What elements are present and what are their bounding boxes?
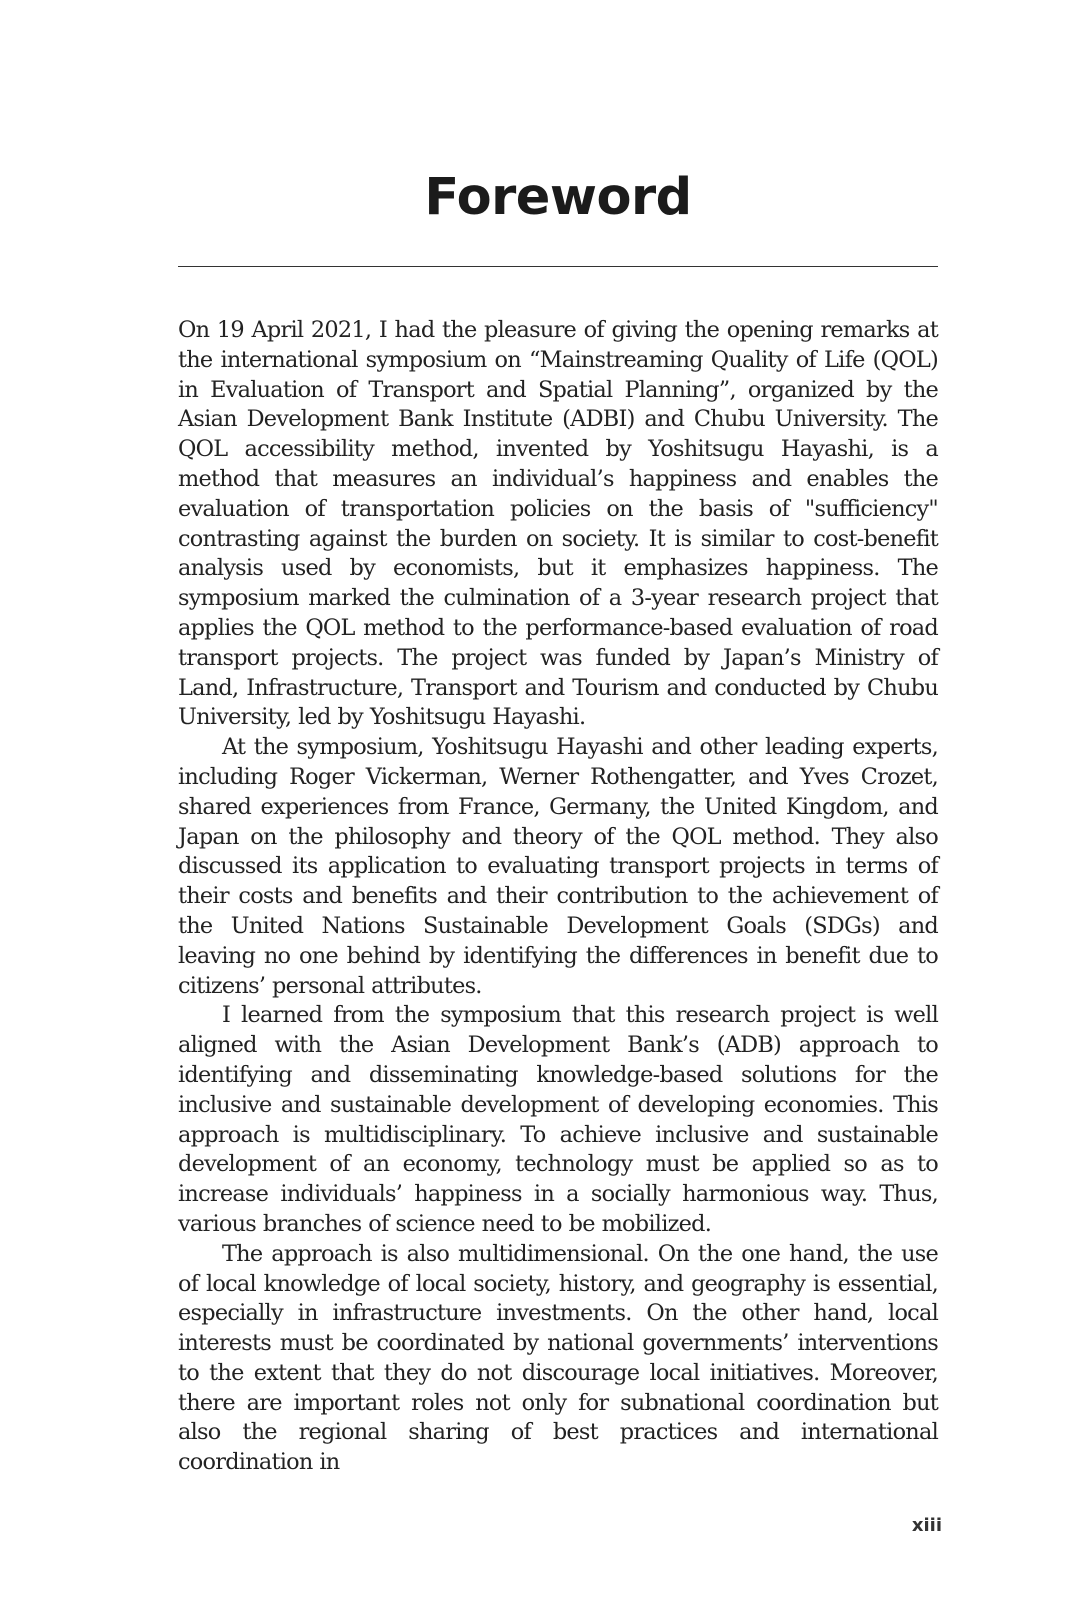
page-title: Foreword bbox=[424, 168, 692, 227]
foreword-body bbox=[178, 316, 938, 1478]
page-number: xiii bbox=[911, 1515, 942, 1536]
paragraph-4: The approach is also multidimensional. On the one hand, the use of local knowledge of local society, history, and geography is essential, especially in infrastructure investments. On the other hand, local interests must be coordinated by national governments’ interventions to the extent that they do not discourage local initiatives. Moreover, there are important roles not only for subnational coordination but also the regional sharing of best practices and international coordination in bbox=[178, 1240, 938, 1476]
paragraph-3: I learned from the symposium that this research project is well aligned with the Asian Development Bank’s (ADB) approach to identifying and disseminating knowledge-based solutions for the inclusive and sustainable development of developing economies. This approach is multidisciplinary. To achieve inclusive and sustainable development of an economy, technology must be applied so as to increase individuals’ happiness in a socially harmonious way. Thus, various branches of science need to be mobilized. bbox=[178, 1002, 938, 1237]
title-divider bbox=[178, 266, 938, 267]
paragraph-2: At the symposium, Yoshitsugu Hayashi and other leading experts, including Roger Vickerman, Werner Rothengatter, and Yves Crozet, shared experiences from France, Germany, the United Kingdom, and Japan on the philosophy and theory of the QOL method. They also discussed its application to evaluating transport projects in terms of their costs and benefits and their contribution to the achievement of the United Nations Sustainable Development Goals (SDGs) and leaving no one behind by identifying the differences in benefit due to citizens’ personal attributes. bbox=[178, 734, 938, 999]
paragraph-1: On 19 April 2021, I had the pleasure of giving the opening remarks at the international symposium on “Mainstreaming Quality of Life (QOL) in Evaluation of Transport and Spatial Planning”, organized by the Asian Development Bank Institute (ADBI) and Chubu University. The QOL accessibility method, invented by Yoshitsugu Hayashi, is a method that measures an individual’s happiness and enables the evaluation of transportation policies on the basis of "sufficiency" contrasting against the burden on society. It is similar to cost-benefit analysis used by economists, but it emphasizes happiness. The symposium marked the culmination of a 3-year research project that applies the QOL method to the performance-based evaluation of road transport projects. The project was funded by Japan’s Ministry of Land, Infrastructure, Transport and Tourism and conducted by Chubu University, led by Yoshitsugu Hayashi. bbox=[178, 317, 938, 731]
